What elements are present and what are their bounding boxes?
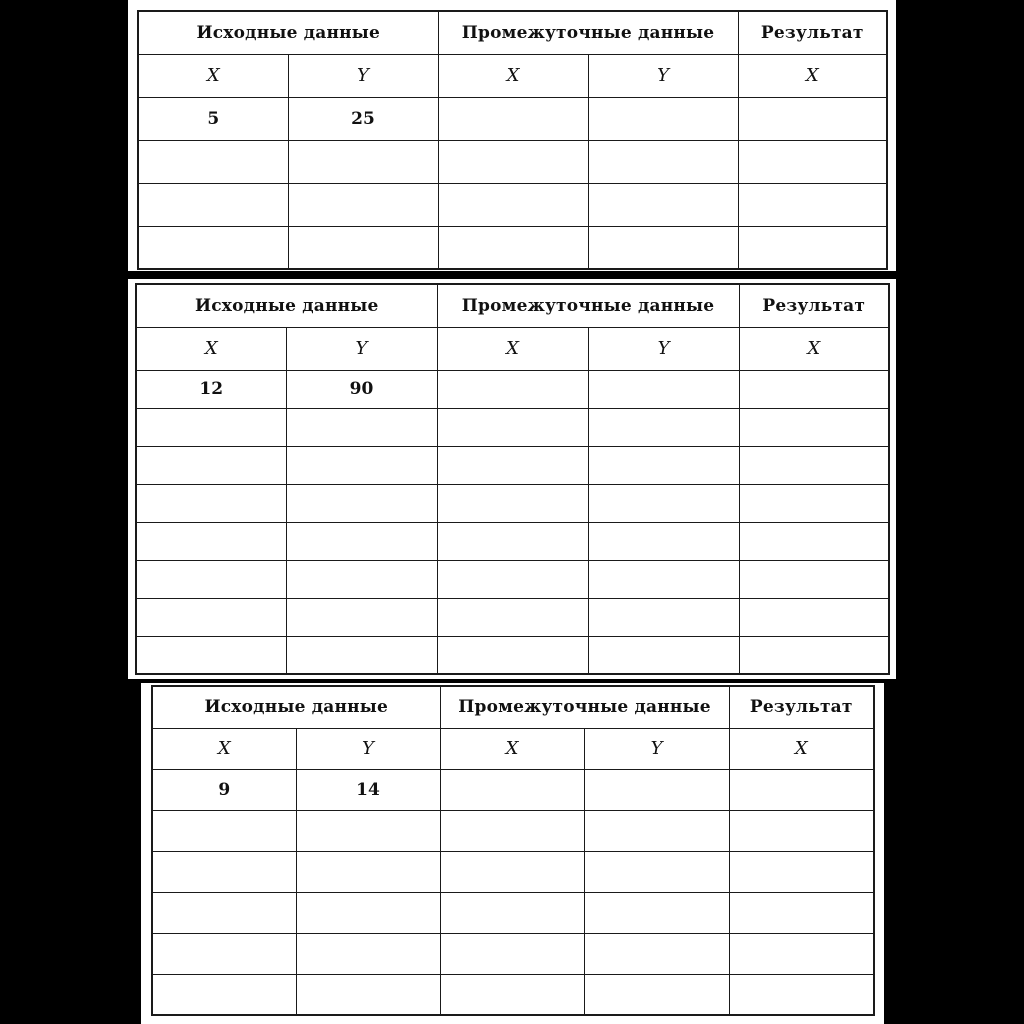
- cell-source-x[interactable]: 9: [152, 769, 296, 810]
- table-cell[interactable]: [438, 183, 588, 226]
- table-cell[interactable]: [152, 810, 296, 851]
- cell-intermediate-x[interactable]: [440, 769, 584, 810]
- table-cell[interactable]: [286, 522, 437, 560]
- cell-intermediate-y[interactable]: [584, 769, 729, 810]
- table-row: [152, 810, 874, 851]
- table-cell[interactable]: [440, 892, 584, 933]
- col-source-y: Y: [288, 54, 438, 97]
- table-cell[interactable]: [584, 892, 729, 933]
- table-cell[interactable]: [437, 484, 588, 522]
- table-cell[interactable]: [588, 636, 739, 674]
- table-cell[interactable]: [440, 974, 584, 1015]
- table-cell[interactable]: [440, 810, 584, 851]
- table-cell[interactable]: [588, 446, 739, 484]
- table-cell[interactable]: [296, 974, 440, 1015]
- header-intermediate-data: Промежуточные данные: [438, 11, 738, 54]
- table-row: [138, 183, 887, 226]
- cell-source-x[interactable]: 12: [136, 370, 286, 408]
- table-cell[interactable]: [738, 183, 887, 226]
- table-cell[interactable]: [437, 560, 588, 598]
- table-cell[interactable]: [584, 933, 729, 974]
- table-row: [136, 636, 889, 674]
- table-cell[interactable]: [584, 974, 729, 1015]
- cell-result-x[interactable]: [738, 97, 887, 140]
- cell-source-x[interactable]: 5: [138, 97, 288, 140]
- sheet-2: [128, 279, 896, 679]
- table-cell[interactable]: [729, 892, 874, 933]
- table-cell[interactable]: [738, 140, 887, 183]
- table-cell[interactable]: [136, 560, 286, 598]
- col-source-y: Y: [296, 728, 440, 769]
- group-header-row: [136, 284, 889, 327]
- col-source-x: X: [136, 327, 286, 370]
- col-intermediate-y: Y: [588, 54, 738, 97]
- table-cell[interactable]: [296, 810, 440, 851]
- table-cell[interactable]: [138, 183, 288, 226]
- table-row: [136, 484, 889, 522]
- table-cell[interactable]: [288, 183, 438, 226]
- table-cell[interactable]: [437, 408, 588, 446]
- table-cell[interactable]: [588, 408, 739, 446]
- table-cell[interactable]: [739, 560, 889, 598]
- table-cell[interactable]: [588, 183, 738, 226]
- table-cell[interactable]: [438, 226, 588, 269]
- column-header-row: [138, 54, 887, 97]
- table-cell[interactable]: [286, 598, 437, 636]
- table-cell[interactable]: [440, 933, 584, 974]
- table-cell[interactable]: [437, 636, 588, 674]
- cell-intermediate-x[interactable]: [438, 97, 588, 140]
- table-cell[interactable]: [440, 851, 584, 892]
- col-intermediate-x: X: [437, 327, 588, 370]
- table-row: [136, 370, 889, 408]
- table-cell[interactable]: [588, 560, 739, 598]
- col-result-x: X: [739, 327, 889, 370]
- table-cell[interactable]: [286, 560, 437, 598]
- group-header-row: [138, 11, 887, 54]
- table-cell[interactable]: [286, 446, 437, 484]
- table-row: [138, 140, 887, 183]
- table-cell[interactable]: [136, 446, 286, 484]
- table-cell[interactable]: [437, 522, 588, 560]
- table-cell[interactable]: [739, 636, 889, 674]
- header-intermediate-data: Промежуточные данные: [440, 686, 729, 728]
- col-intermediate-y: Y: [588, 327, 739, 370]
- table-row: [138, 97, 887, 140]
- table-cell[interactable]: [584, 810, 729, 851]
- table-row: [138, 226, 887, 269]
- cell-result-x[interactable]: [729, 769, 874, 810]
- cell-result-x[interactable]: [739, 370, 889, 408]
- table-cell[interactable]: [588, 226, 738, 269]
- header-result: Результат: [739, 284, 889, 327]
- table-cell[interactable]: [136, 522, 286, 560]
- table-cell[interactable]: [152, 851, 296, 892]
- header-source-data: Исходные данные: [152, 686, 440, 728]
- table-cell[interactable]: [152, 974, 296, 1015]
- column-header-row: [152, 728, 874, 769]
- cell-source-y[interactable]: 90: [286, 370, 437, 408]
- table-cell[interactable]: [152, 933, 296, 974]
- table-row: [152, 974, 874, 1015]
- table-row: [136, 522, 889, 560]
- table-cell[interactable]: [739, 446, 889, 484]
- header-result: Результат: [738, 11, 887, 54]
- col-intermediate-x: X: [440, 728, 584, 769]
- table-cell[interactable]: [152, 892, 296, 933]
- column-header-row: [136, 327, 889, 370]
- table-row: [152, 892, 874, 933]
- table-cell[interactable]: [739, 598, 889, 636]
- col-result-x: X: [729, 728, 874, 769]
- table-cell[interactable]: [136, 484, 286, 522]
- table-row: [152, 851, 874, 892]
- table-cell[interactable]: [296, 933, 440, 974]
- table-cell[interactable]: [286, 484, 437, 522]
- header-source-data: Исходные данные: [138, 11, 438, 54]
- table-cell[interactable]: [729, 851, 874, 892]
- table-row: [136, 598, 889, 636]
- col-result-x: X: [738, 54, 887, 97]
- header-source-data: Исходные данные: [136, 284, 437, 327]
- table-cell[interactable]: [437, 598, 588, 636]
- table-cell[interactable]: [739, 408, 889, 446]
- cell-intermediate-x[interactable]: [437, 370, 588, 408]
- group-header-row: [152, 686, 874, 728]
- col-source-x: X: [138, 54, 288, 97]
- table-cell[interactable]: [588, 140, 738, 183]
- cell-source-y[interactable]: 14: [296, 769, 440, 810]
- table-cell[interactable]: [136, 598, 286, 636]
- table-row: [152, 769, 874, 810]
- table-cell[interactable]: [588, 484, 739, 522]
- table-row: [136, 446, 889, 484]
- table-cell[interactable]: [138, 226, 288, 269]
- sheet-3: [141, 683, 884, 1024]
- cell-intermediate-y[interactable]: [588, 370, 739, 408]
- table-cell[interactable]: [136, 408, 286, 446]
- cell-intermediate-y[interactable]: [588, 97, 738, 140]
- trace-table-1: [137, 10, 888, 270]
- col-source-y: Y: [286, 327, 437, 370]
- table-cell[interactable]: [437, 446, 588, 484]
- table-cell[interactable]: [584, 851, 729, 892]
- header-intermediate-data: Промежуточные данные: [437, 284, 739, 327]
- table-cell[interactable]: [729, 933, 874, 974]
- table-cell[interactable]: [588, 598, 739, 636]
- table-cell[interactable]: [438, 140, 588, 183]
- table-cell[interactable]: [739, 484, 889, 522]
- table-cell[interactable]: [296, 851, 440, 892]
- table-cell[interactable]: [729, 974, 874, 1015]
- col-source-x: X: [152, 728, 296, 769]
- trace-table-3: [151, 685, 875, 1016]
- table-row: [136, 408, 889, 446]
- header-result: Результат: [729, 686, 874, 728]
- table-row: [136, 560, 889, 598]
- table-cell[interactable]: [136, 636, 286, 674]
- table-cell[interactable]: [288, 140, 438, 183]
- table-cell[interactable]: [286, 408, 437, 446]
- table-cell[interactable]: [738, 226, 887, 269]
- sheet-1: [128, 0, 896, 271]
- table-cell[interactable]: [739, 522, 889, 560]
- table-row: [152, 933, 874, 974]
- table-cell[interactable]: [296, 892, 440, 933]
- cell-source-y[interactable]: 25: [288, 97, 438, 140]
- trace-table-2: [135, 283, 890, 675]
- col-intermediate-y: Y: [584, 728, 729, 769]
- table-cell[interactable]: [588, 522, 739, 560]
- table-cell[interactable]: [138, 140, 288, 183]
- col-intermediate-x: X: [438, 54, 588, 97]
- table-cell[interactable]: [729, 810, 874, 851]
- table-cell[interactable]: [286, 636, 437, 674]
- table-cell[interactable]: [288, 226, 438, 269]
